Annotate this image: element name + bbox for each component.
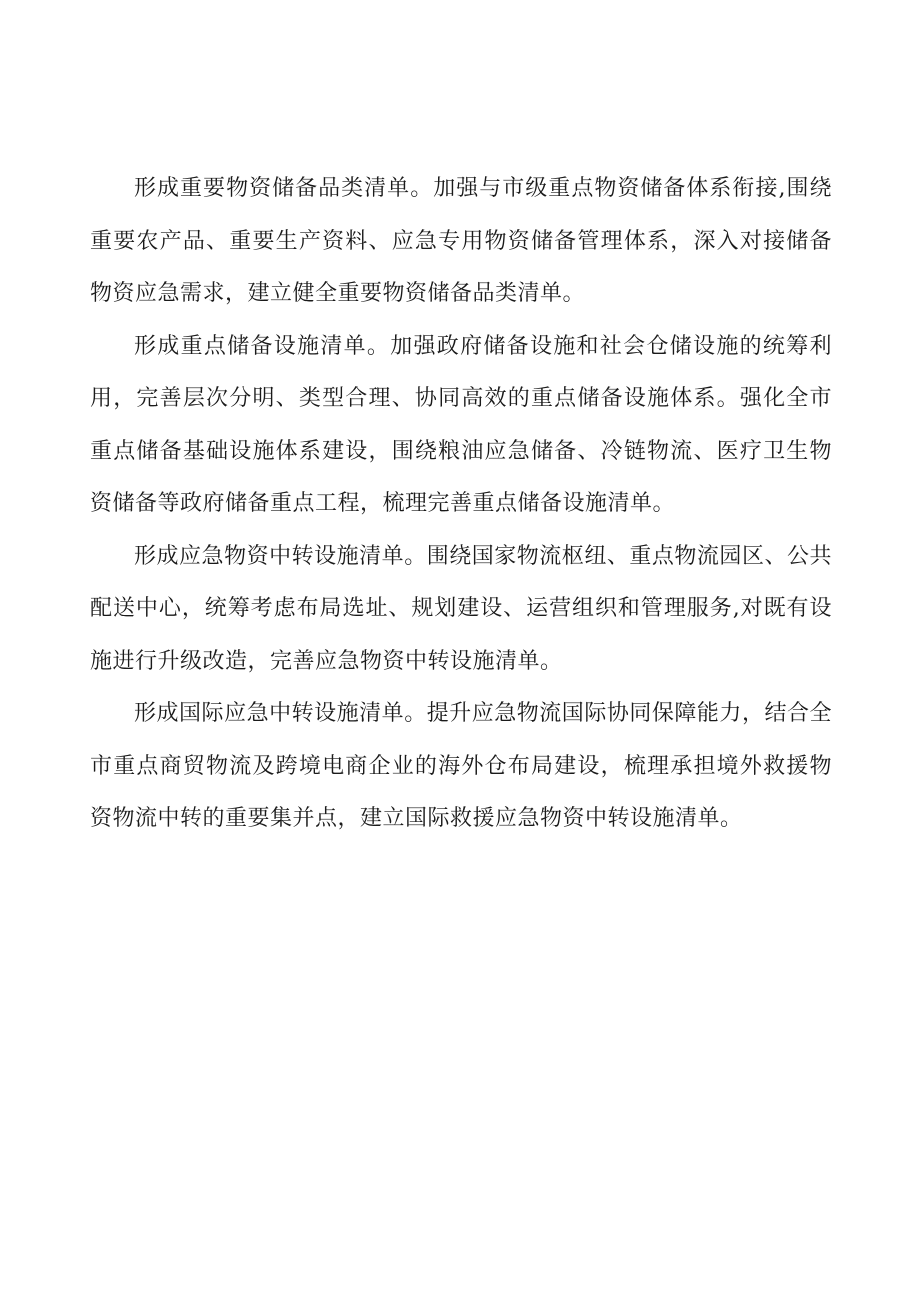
paragraph-key-storage-facilities: 形成重点储备设施清单。加强政府储备设施和社会仓储设施的统筹利用，完善层次分明、类型合理、协同高效的重点储备设施体系。强化全市重点储备基础设施体系建设，围绕粮油应急储备、冷链物流、医疗卫生物资储备等政府储备重点工程，梳理完善重点储备设施清单。	[90, 333, 832, 516]
paragraph-international-transfer-facilities: 形成国际应急中转设施清单。提升应急物流国际协同保障能力，结合全市重点商贸物流及跨境电商企业的海外仓布局建设，梳理承担境外救援物资物流中转的重要集并点，建立国际救援应急物资中转设施清单。	[90, 701, 832, 831]
document-body	[90, 163, 832, 846]
paragraph-important-materials: 形成重要物资储备品类清单。加强与市级重点物资储备体系衔接,围绕重要农产品、重要生产资料、应急专用物资储备管理体系，深入对接储备物资应急需求，建立健全重要物资储备品类清单。	[90, 176, 832, 306]
paragraph-emergency-transfer-facilities: 形成应急物资中转设施清单。围绕国家物流枢纽、重点物流园区、公共配送中心，统筹考虑布局选址、规划建设、运营组织和管理服务,对既有设施进行升级改造，完善应急物资中转设施清单。	[90, 543, 832, 674]
